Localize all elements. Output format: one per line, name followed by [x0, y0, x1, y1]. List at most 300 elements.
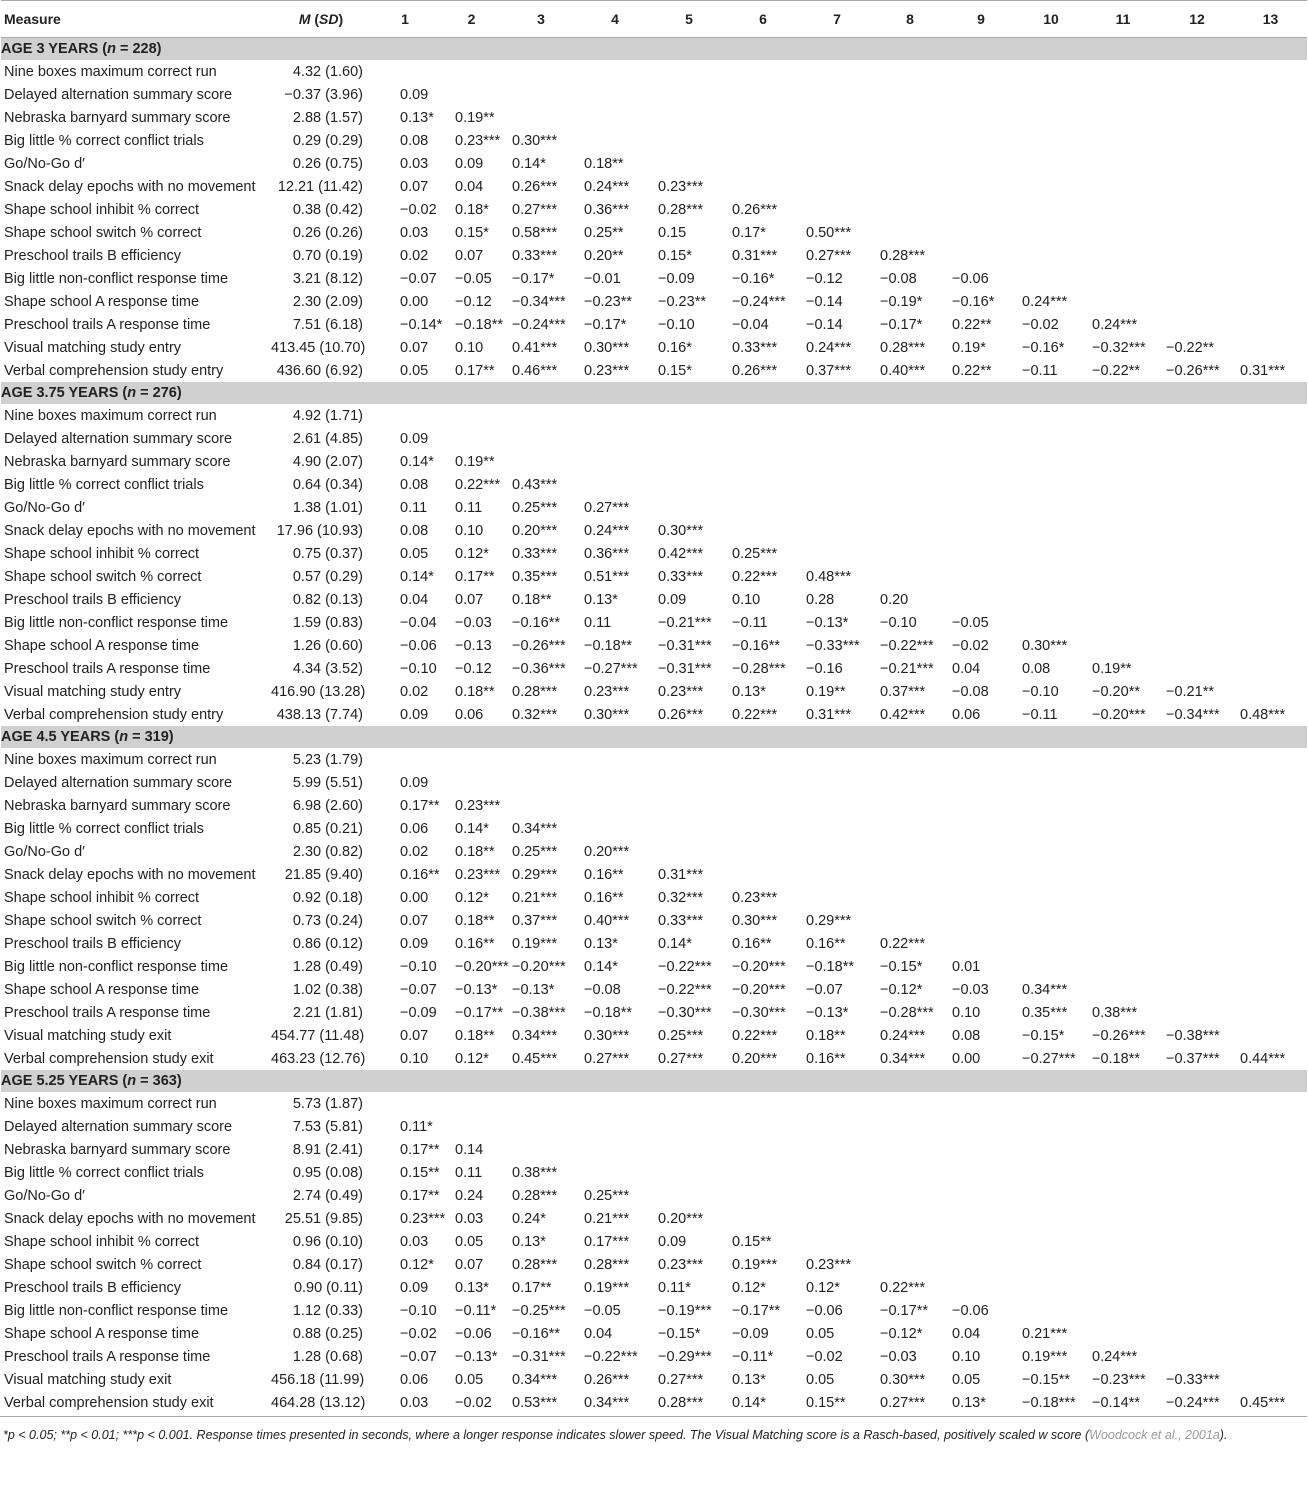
- correlation-cell: 0.37***: [880, 683, 926, 700]
- correlation-cell: 0.31***: [732, 247, 778, 264]
- correlation-cell: [874, 542, 946, 565]
- correlation-cell: −0.14: [806, 316, 843, 333]
- correlation-cell: [652, 1092, 726, 1115]
- correlation-cell: −0.12*: [880, 1325, 923, 1342]
- correlation-cell: 0.23***: [806, 1256, 852, 1273]
- correlation-cell: [1234, 817, 1307, 840]
- correlation-cell: [578, 427, 652, 450]
- correlation-cell: [874, 840, 946, 863]
- mean-sd-cell: 5.23 (1.79): [292, 751, 363, 768]
- correlation-cell: 0.03: [400, 1394, 429, 1411]
- correlation-cell: [726, 1115, 800, 1138]
- correlation-cell: −0.28***: [732, 660, 786, 677]
- correlation-cell: −0.03: [952, 981, 989, 998]
- correlation-cell: [1234, 1001, 1307, 1024]
- correlation-cell: −0.10: [400, 1302, 437, 1319]
- correlation-cell: [874, 863, 946, 886]
- correlation-cell: [578, 1161, 652, 1184]
- correlation-cell: 0.15*: [455, 224, 489, 241]
- measure-name: Big little non-conflict response time: [4, 1302, 229, 1319]
- correlation-cell: −0.33***: [1166, 1371, 1220, 1388]
- correlation-cell: [946, 1276, 1016, 1299]
- table-row: [1, 267, 1307, 290]
- col-header-9: 9: [946, 1, 1016, 38]
- correlation-cell: [652, 840, 726, 863]
- section-title: AGE 5.25 YEARS (n = 363): [1, 1070, 1307, 1092]
- col-header-8: 8: [874, 1, 946, 38]
- correlation-cell: [1234, 244, 1307, 267]
- mean-sd-cell: 1.28 (0.68): [292, 1348, 363, 1365]
- correlation-cell: [1086, 1115, 1160, 1138]
- correlation-cell: 0.03: [400, 1233, 429, 1250]
- measure-name: Snack delay epochs with no movement: [4, 178, 256, 195]
- correlation-cell: [504, 771, 578, 794]
- correlation-cell: [946, 748, 1016, 771]
- table-footnote: [0, 1416, 1307, 1445]
- correlation-cell: −0.09: [400, 1004, 437, 1021]
- correlation-cell: 0.09: [455, 155, 484, 172]
- correlation-cell: [874, 1230, 946, 1253]
- correlation-cell: [1234, 565, 1307, 588]
- correlation-cell: 0.17**: [400, 1187, 440, 1204]
- mean-sd-cell: 0.88 (0.25): [292, 1325, 363, 1342]
- correlation-cell: [578, 771, 652, 794]
- correlation-cell: 0.16**: [400, 866, 440, 883]
- correlation-cell: [1086, 450, 1160, 473]
- correlation-cell: [1160, 450, 1234, 473]
- correlation-cell: 0.24***: [584, 522, 630, 539]
- measure-name: Big little % correct conflict trials: [4, 1164, 204, 1181]
- correlation-cell: [1234, 1207, 1307, 1230]
- correlation-cell: [946, 60, 1016, 83]
- correlation-cell: [946, 175, 1016, 198]
- correlation-cell: [1086, 83, 1160, 106]
- correlation-cell: [578, 1092, 652, 1115]
- correlation-cell: [1016, 519, 1086, 542]
- correlation-cell: 0.13*: [512, 1233, 546, 1250]
- correlation-cell: [1160, 932, 1234, 955]
- correlation-cell: [1086, 473, 1160, 496]
- correlation-cell: [726, 1184, 800, 1207]
- correlation-cell: 0.15**: [732, 1233, 772, 1250]
- correlation-cell: [1086, 542, 1160, 565]
- correlation-cell: 0.23***: [455, 797, 501, 814]
- correlation-cell: [1160, 978, 1234, 1001]
- correlation-cell: [800, 1092, 874, 1115]
- correlation-cell: [1160, 1138, 1234, 1161]
- correlation-cell: 0.17**: [400, 797, 440, 814]
- measure-name: Big little % correct conflict trials: [4, 132, 204, 149]
- correlation-cell: [874, 473, 946, 496]
- correlation-cell: −0.07: [806, 981, 843, 998]
- correlation-cell: −0.38***: [1166, 1027, 1220, 1044]
- correlation-cell: [874, 1092, 946, 1115]
- mean-sd-cell: 2.88 (1.57): [292, 109, 363, 126]
- table-row: [1, 909, 1307, 932]
- correlation-cell: 0.24***: [1022, 293, 1068, 310]
- correlation-cell: [1086, 1138, 1160, 1161]
- correlation-cell: [1160, 657, 1234, 680]
- table-row: [1, 427, 1307, 450]
- correlation-cell: [726, 863, 800, 886]
- correlation-cell: [504, 106, 578, 129]
- correlation-cell: 0.38***: [512, 1164, 558, 1181]
- correlation-cell: [800, 817, 874, 840]
- mean-sd-cell: 0.75 (0.37): [292, 545, 363, 562]
- correlation-cell: 0.18**: [455, 1027, 495, 1044]
- correlation-cell: 0.36***: [584, 201, 630, 218]
- correlation-cell: [1016, 267, 1086, 290]
- correlation-cell: [1160, 588, 1234, 611]
- measure-name: Visual matching study entry: [4, 683, 182, 700]
- correlation-cell: −0.06: [806, 1302, 843, 1319]
- correlation-cell: 0.22***: [732, 568, 778, 585]
- table-row: [1, 1253, 1307, 1276]
- correlation-cell: 0.03: [400, 155, 429, 172]
- correlation-cell: [1234, 932, 1307, 955]
- correlation-cell: 0.24***: [1092, 1348, 1138, 1365]
- correlation-cell: 0.30***: [732, 912, 778, 929]
- correlation-cell: −0.33***: [806, 637, 860, 654]
- correlation-cell: [1016, 1092, 1086, 1115]
- header-row: [1, 1, 1307, 38]
- correlation-cell: −0.22***: [584, 1348, 638, 1365]
- correlation-cell: [946, 1138, 1016, 1161]
- correlation-cell: [1086, 496, 1160, 519]
- correlation-cell: [800, 771, 874, 794]
- correlation-cell: −0.18**: [584, 637, 632, 654]
- correlation-cell: 0.08: [1022, 660, 1051, 677]
- correlation-cell: [946, 771, 1016, 794]
- correlation-cell: 0.14*: [455, 820, 489, 837]
- correlation-cell: [1234, 83, 1307, 106]
- correlation-cell: [946, 427, 1016, 450]
- table-row: [1, 1276, 1307, 1299]
- correlation-cell: [726, 60, 800, 83]
- correlation-cell: [726, 840, 800, 863]
- correlation-cell: [800, 863, 874, 886]
- mean-sd-cell: 454.77 (11.48): [271, 1027, 365, 1044]
- table-row: [1, 657, 1307, 680]
- correlation-cell: [1016, 909, 1086, 932]
- correlation-cell: −0.27***: [584, 660, 638, 677]
- correlation-cell: [946, 1253, 1016, 1276]
- table-row: [1, 863, 1307, 886]
- correlation-cell: [578, 473, 652, 496]
- table-row: [1, 771, 1307, 794]
- correlation-cell: 0.18**: [584, 155, 624, 172]
- measure-name: Big little non-conflict response time: [4, 270, 229, 287]
- correlation-cell: 0.11: [455, 1164, 483, 1181]
- correlation-cell: 0.09: [658, 1233, 687, 1250]
- measure-name: Shape school switch % correct: [4, 568, 202, 585]
- table-row: [1, 1138, 1307, 1161]
- correlation-cell: 0.12*: [455, 889, 489, 906]
- correlation-cell: 0.30***: [1022, 637, 1068, 654]
- table-row: [1, 886, 1307, 909]
- correlation-cell: 0.19**: [806, 683, 846, 700]
- correlation-cell: [726, 427, 800, 450]
- correlation-cell: 0.12*: [400, 1256, 434, 1273]
- correlation-cell: [1016, 473, 1086, 496]
- correlation-cell: [1160, 1276, 1234, 1299]
- correlation-cell: [1016, 1253, 1086, 1276]
- correlation-cell: −0.02: [400, 201, 437, 218]
- measure-name: Preschool trails A response time: [4, 1348, 211, 1365]
- table-row: [1, 473, 1307, 496]
- correlation-cell: 0.13*: [455, 1279, 489, 1296]
- correlation-cell: [1086, 198, 1160, 221]
- correlation-cell: [1016, 840, 1086, 863]
- measure-name: Go/No-Go d′: [4, 155, 85, 172]
- correlation-cell: [439, 404, 504, 427]
- mean-sd-cell: 0.86 (0.12): [292, 935, 363, 952]
- correlation-cell: [1086, 886, 1160, 909]
- correlation-cell: [1160, 175, 1234, 198]
- mean-sd-cell: 1.59 (0.83): [292, 614, 363, 631]
- correlation-cell: [1086, 1322, 1160, 1345]
- table-row: [1, 1368, 1307, 1391]
- correlation-cell: [874, 106, 946, 129]
- correlation-cell: [1234, 1345, 1307, 1368]
- correlation-cell: 0.07: [400, 178, 429, 195]
- correlation-cell: 0.40***: [584, 912, 630, 929]
- measure-name: Preschool trails A response time: [4, 660, 211, 677]
- citation-link[interactable]: Woodcock et al., 2001a: [1089, 1428, 1220, 1442]
- correlation-cell: [800, 748, 874, 771]
- correlation-cell: [1160, 634, 1234, 657]
- correlation-cell: [652, 152, 726, 175]
- measure-name: Shape school A response time: [4, 637, 200, 654]
- correlation-cell: 0.08: [400, 476, 429, 493]
- correlation-cell: −0.15*: [1022, 1027, 1065, 1044]
- correlation-cell: [652, 1138, 726, 1161]
- correlation-cell: [1160, 129, 1234, 152]
- correlation-cell: 0.27***: [658, 1371, 704, 1388]
- correlation-cell: [1016, 83, 1086, 106]
- correlation-cell: [1234, 198, 1307, 221]
- correlation-cell: 0.13*: [952, 1394, 986, 1411]
- correlation-cell: −0.17**: [732, 1302, 780, 1319]
- col-header-1: 1: [371, 1, 439, 38]
- mean-sd-cell: 0.38 (0.42): [292, 201, 363, 218]
- correlation-cell: 0.46***: [512, 362, 558, 379]
- correlation-cell: [800, 1184, 874, 1207]
- correlation-cell: 0.22**: [952, 362, 992, 379]
- table-row: [1, 313, 1307, 336]
- mean-sd-cell: 3.21 (8.12): [292, 270, 363, 287]
- correlation-cell: 0.22***: [455, 476, 501, 493]
- correlation-cell: 0.28***: [880, 339, 926, 356]
- correlation-cell: [874, 450, 946, 473]
- correlation-cell: 0.15: [658, 224, 687, 241]
- correlation-cell: −0.14: [806, 293, 843, 310]
- correlation-cell: 0.06: [400, 1371, 429, 1388]
- table-row: [1, 634, 1307, 657]
- measure-name: Nine boxes maximum correct run: [4, 1095, 217, 1112]
- correlation-cell: [504, 404, 578, 427]
- correlation-cell: [874, 886, 946, 909]
- measure-name: Nebraska barnyard summary score: [4, 1141, 231, 1158]
- correlation-cell: 0.13*: [584, 591, 618, 608]
- mean-sd-cell: 416.90 (13.28): [271, 683, 366, 700]
- correlation-cell: 0.10: [732, 591, 761, 608]
- mean-sd-cell: 6.98 (2.60): [292, 797, 363, 814]
- measure-name: Preschool trails B efficiency: [4, 935, 182, 952]
- correlation-cell: 0.10: [952, 1004, 981, 1021]
- correlation-cell: [726, 519, 800, 542]
- mean-sd-cell: 464.28 (13.12): [271, 1394, 366, 1411]
- correlation-cell: −0.37***: [1166, 1050, 1220, 1067]
- correlation-cell: −0.11*: [455, 1302, 497, 1319]
- correlation-cell: 0.34***: [880, 1050, 926, 1067]
- correlation-cell: 0.20***: [658, 1210, 704, 1227]
- measure-name: Shape school switch % correct: [4, 224, 202, 241]
- correlation-cell: 0.25***: [584, 1187, 630, 1204]
- correlation-cell: 0.23***: [584, 683, 630, 700]
- correlation-cell: −0.11*: [732, 1348, 774, 1365]
- correlation-cell: −0.10: [658, 316, 695, 333]
- correlation-cell: [504, 1092, 578, 1115]
- correlation-cell: [874, 1207, 946, 1230]
- mean-sd-cell: 4.92 (1.71): [292, 407, 363, 424]
- correlation-cell: [504, 427, 578, 450]
- correlation-cell: 0.35***: [1022, 1004, 1068, 1021]
- correlation-cell: [371, 1092, 439, 1115]
- mean-sd-cell: 0.29 (0.29): [292, 132, 363, 149]
- correlation-cell: [1234, 1024, 1307, 1047]
- correlation-cell: 0.11*: [658, 1279, 691, 1296]
- correlation-cell: −0.16**: [732, 637, 780, 654]
- correlation-cell: −0.32***: [1092, 339, 1146, 356]
- mean-sd-cell: 1.38 (1.01): [292, 499, 363, 516]
- correlation-cell: −0.20***: [512, 958, 566, 975]
- correlation-cell: 0.09: [400, 774, 429, 791]
- correlation-cell: −0.14*: [400, 316, 443, 333]
- correlation-cell: [1086, 519, 1160, 542]
- correlation-cell: −0.17**: [880, 1302, 928, 1319]
- measure-name: Shape school switch % correct: [4, 912, 202, 929]
- correlation-cell: [1160, 290, 1234, 313]
- correlation-cell: 0.28***: [658, 201, 704, 218]
- correlation-cell: 0.44***: [1240, 1050, 1286, 1067]
- correlation-cell: [874, 404, 946, 427]
- correlation-cell: [800, 60, 874, 83]
- correlation-cell: −0.26***: [1092, 1027, 1146, 1044]
- correlation-cell: 0.33***: [658, 912, 704, 929]
- section-header-row: [1, 1070, 1307, 1092]
- correlation-cell: −0.18**: [806, 958, 854, 975]
- correlation-cell: 0.30***: [880, 1371, 926, 1388]
- correlation-cell: [1160, 404, 1234, 427]
- correlation-cell: 0.33***: [658, 568, 704, 585]
- correlation-table: [1, 0, 1307, 1414]
- measure-name: Snack delay epochs with no movement: [4, 522, 256, 539]
- mean-sd-cell: 7.53 (5.81): [292, 1118, 363, 1135]
- measure-name: Shape school inhibit % correct: [4, 545, 200, 562]
- correlation-cell: 0.16**: [455, 935, 495, 952]
- correlation-cell: [652, 1184, 726, 1207]
- correlation-cell: [371, 60, 439, 83]
- correlation-cell: [946, 129, 1016, 152]
- correlation-cell: [1160, 1001, 1234, 1024]
- correlation-cell: 0.14*: [732, 1394, 766, 1411]
- correlation-cell: 0.08: [952, 1027, 981, 1044]
- mean-sd-cell: 7.51 (6.18): [292, 316, 363, 333]
- correlation-cell: [578, 83, 652, 106]
- correlation-cell: [1234, 1184, 1307, 1207]
- correlation-cell: 0.05: [806, 1371, 835, 1388]
- correlation-cell: [1234, 267, 1307, 290]
- table-row: [1, 817, 1307, 840]
- table-row: [1, 221, 1307, 244]
- correlation-cell: 0.09: [400, 430, 429, 447]
- correlation-cell: [800, 519, 874, 542]
- correlation-cell: 0.51***: [584, 568, 630, 585]
- section-header-row: [1, 382, 1307, 404]
- correlation-cell: [946, 1161, 1016, 1184]
- table-row: [1, 680, 1307, 703]
- table-row: [1, 703, 1307, 726]
- correlation-cell: [1016, 175, 1086, 198]
- correlation-cell: 0.26***: [658, 706, 704, 723]
- correlation-cell: [1160, 1253, 1234, 1276]
- correlation-cell: [371, 748, 439, 771]
- correlation-cell: [800, 152, 874, 175]
- correlation-cell: 0.11: [455, 499, 483, 516]
- correlation-cell: [874, 519, 946, 542]
- correlation-cell: 0.10: [455, 339, 484, 356]
- correlation-cell: 0.04: [455, 178, 484, 195]
- correlation-cell: [946, 221, 1016, 244]
- correlation-cell: 0.42***: [658, 545, 704, 562]
- correlation-cell: [1160, 840, 1234, 863]
- correlation-cell: [578, 450, 652, 473]
- correlation-cell: −0.09: [658, 270, 695, 287]
- correlation-cell: 0.34***: [512, 820, 558, 837]
- correlation-cell: 0.19**: [455, 109, 495, 126]
- correlation-cell: [726, 1092, 800, 1115]
- correlation-cell: [1016, 450, 1086, 473]
- correlation-cell: [1234, 313, 1307, 336]
- correlation-cell: 0.12*: [806, 1279, 840, 1296]
- correlation-cell: [578, 1138, 652, 1161]
- correlation-cell: 0.28: [806, 591, 835, 608]
- correlation-cell: [800, 175, 874, 198]
- correlation-cell: 0.08: [400, 132, 429, 149]
- correlation-cell: 0.34***: [512, 1371, 558, 1388]
- correlation-cell: 0.27***: [512, 201, 558, 218]
- correlation-cell: [1016, 863, 1086, 886]
- correlation-cell: −0.10: [1022, 683, 1059, 700]
- correlation-cell: [800, 450, 874, 473]
- correlation-cell: 0.24***: [806, 339, 852, 356]
- mean-sd-cell: 1.12 (0.33): [292, 1302, 363, 1319]
- correlation-cell: 0.05: [455, 1371, 484, 1388]
- correlation-cell: [946, 496, 1016, 519]
- correlation-cell: −0.23***: [1092, 1371, 1146, 1388]
- measure-name: Nebraska barnyard summary score: [4, 453, 231, 470]
- correlation-cell: [1160, 794, 1234, 817]
- correlation-cell: 0.16**: [584, 866, 624, 883]
- correlation-cell: −0.17*: [512, 270, 555, 287]
- correlation-cell: [1234, 152, 1307, 175]
- correlation-cell: [946, 106, 1016, 129]
- correlation-cell: [1086, 1299, 1160, 1322]
- correlation-cell: 0.26***: [732, 362, 778, 379]
- measure-name: Nebraska barnyard summary score: [4, 109, 231, 126]
- correlation-cell: [874, 152, 946, 175]
